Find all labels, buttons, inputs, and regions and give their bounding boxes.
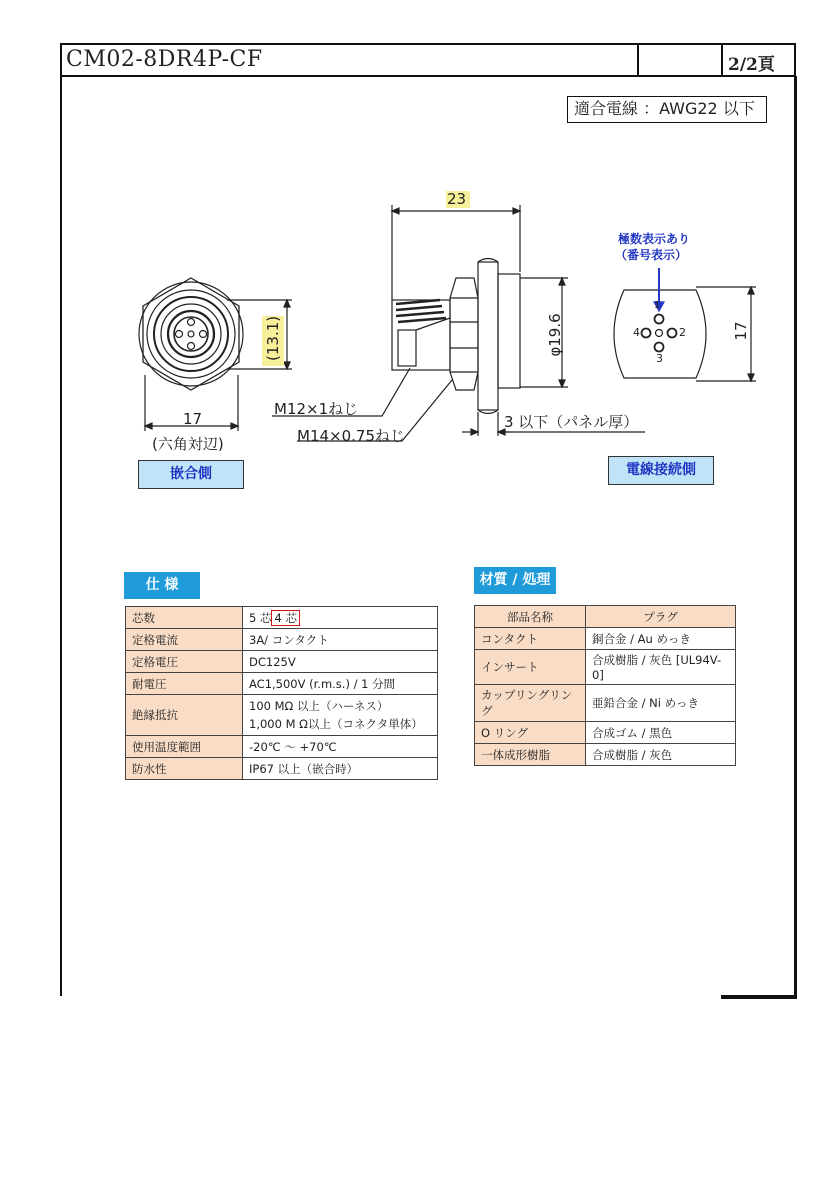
table-row (126, 736, 438, 758)
plug-material: 合成ゴム / 黒色 (586, 722, 736, 744)
wire-note: 適合電線 ：AWG22 以下 (567, 96, 767, 123)
table-row (475, 744, 736, 766)
part-name: カップリングリング (475, 685, 586, 722)
hex-flats-dimension: 17 (183, 410, 203, 428)
connector-drawing (0, 0, 835, 520)
spec-value: AC1,500V (r.m.s.) / 1 分間 (243, 673, 438, 695)
plug-material: 亜鉛合金 / Ni めっき (586, 685, 736, 722)
table-row (126, 758, 438, 780)
spec-value: IP67 以上（嵌合時） (243, 758, 438, 780)
material-table (474, 605, 736, 766)
spec-key: 芯数 (126, 607, 243, 629)
page-number: 2/2頁 (728, 55, 775, 75)
pin-number: 4 (633, 326, 640, 339)
length-dimension: 23 (447, 190, 467, 208)
spec-value-line: 100 MΩ 以上（ハーネス） (249, 699, 389, 713)
spec-value-line: 1,000 M Ω以上（コネクタ単体） (249, 717, 423, 731)
table-row (126, 673, 438, 695)
hex-flats-caption: (六角対辺) (152, 435, 224, 453)
wire-side-label: 電線接続側 (608, 456, 714, 485)
highlighted-value: 4 芯 (271, 610, 299, 626)
column-header-part: 部品名称 (475, 606, 586, 628)
spec-key: 耐電圧 (126, 673, 243, 695)
part-name: O リング (475, 722, 586, 744)
spec-value: DC125V (243, 651, 438, 673)
spec-key: 絶縁抵抗 (126, 695, 243, 736)
table-row (126, 651, 438, 673)
table-row (475, 722, 736, 744)
mating-side-label: 嵌合側 (138, 460, 244, 489)
diameter-dimension: φ19.6 (546, 313, 564, 357)
thread-m12-label: M12×1ねじ (274, 400, 359, 418)
plug-material: 銅合金 / Au めっき (586, 628, 736, 650)
table-row (126, 607, 438, 629)
spec-key: 定格電圧 (126, 651, 243, 673)
table-row (475, 650, 736, 685)
table-row (475, 606, 736, 628)
table-row (126, 695, 438, 736)
pin-number: 3 (656, 352, 663, 365)
spec-heading: 仕 様 (124, 572, 200, 599)
spec-value (243, 607, 438, 629)
part-name: コンタクト (475, 628, 586, 650)
table-row (475, 685, 736, 722)
spec-value (243, 695, 438, 736)
spec-key: 定格電流 (126, 629, 243, 651)
plug-material: 合成樹脂 / 灰色 (586, 744, 736, 766)
wire-side-height-dimension: 17 (732, 321, 750, 341)
pin-number: 1 (654, 300, 661, 311)
table-row (475, 628, 736, 650)
spec-key: 使用温度範囲 (126, 736, 243, 758)
spec-key: 防水性 (126, 758, 243, 780)
material-heading: 材質 / 処理 (474, 567, 556, 594)
table-row (126, 629, 438, 651)
pin-note-line1: 極数表示あり (618, 232, 691, 246)
part-name: インサート (475, 650, 586, 685)
hex-diameter-dimension: (13.1) (264, 315, 282, 361)
spec-table (125, 606, 438, 780)
pin-note-line2: （番号表示） (615, 248, 688, 262)
part-name: 一体成形樹脂 (475, 744, 586, 766)
spec-value-text: 5 芯 (249, 610, 272, 625)
column-header-plug: プラグ (586, 606, 736, 628)
panel-thickness-label: 3 以下（パネル厚） (504, 413, 639, 431)
spec-value: -20℃ ～ +70℃ (243, 736, 438, 758)
spec-value: 3A/ コンタクト (243, 629, 438, 651)
drawing-title: CM02-8DR4P-CF (66, 47, 263, 72)
frame-border-bottom (721, 995, 797, 999)
pin-number: 2 (679, 326, 686, 339)
plug-material: 合成樹脂 / 灰色 [UL94V-0] (586, 650, 736, 685)
thread-m14-label: M14×0.75ねじ (297, 427, 405, 445)
